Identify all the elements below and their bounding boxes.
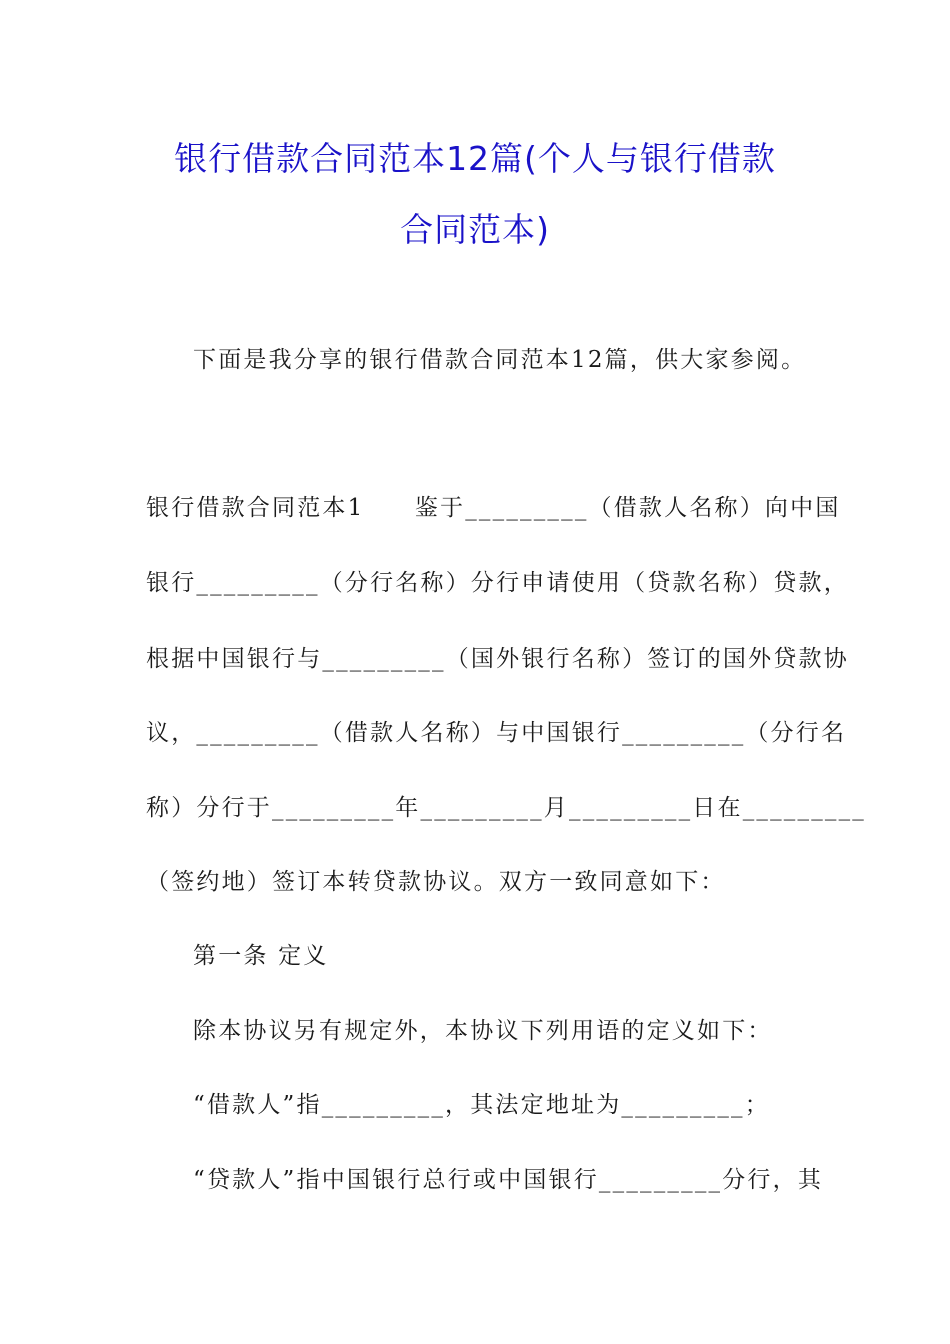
body-line: 称）分行于_________年_________月_________日在_________ <box>146 795 866 821</box>
article-heading: 第一条 定义 <box>193 943 329 969</box>
definition-line: “借款人”指_________，其法定地址为_________； <box>193 1092 770 1118</box>
body-line: 除本协议另有规定外，本协议下列用语的定义如下： <box>193 1018 773 1044</box>
body-line: 议，_________（借款人名称）与中国银行_________（分行名 <box>146 720 847 746</box>
body-line: （签约地）签订本转贷款协议。双方一致同意如下： <box>146 869 726 895</box>
definition-line: “贷款人”指中国银行总行或中国银行_________分行，其 <box>193 1167 824 1193</box>
document-title-line-2: 合同范本) <box>400 210 550 249</box>
body-line: 根据中国银行与_________（国外银行名称）签订的国外贷款协 <box>146 646 849 672</box>
document-title-line-1: 银行借款合同范本12篇(个人与银行借款 <box>174 139 776 178</box>
body-line: 银行_________（分行名称）分行申请使用（贷款名称）贷款， <box>146 570 849 596</box>
intro-paragraph: 下面是我分享的银行借款合同范本12篇，供大家参阅。 <box>193 347 807 373</box>
body-line: 银行借款合同范本1 鉴于_________（借款人名称）向中国 <box>146 495 841 521</box>
